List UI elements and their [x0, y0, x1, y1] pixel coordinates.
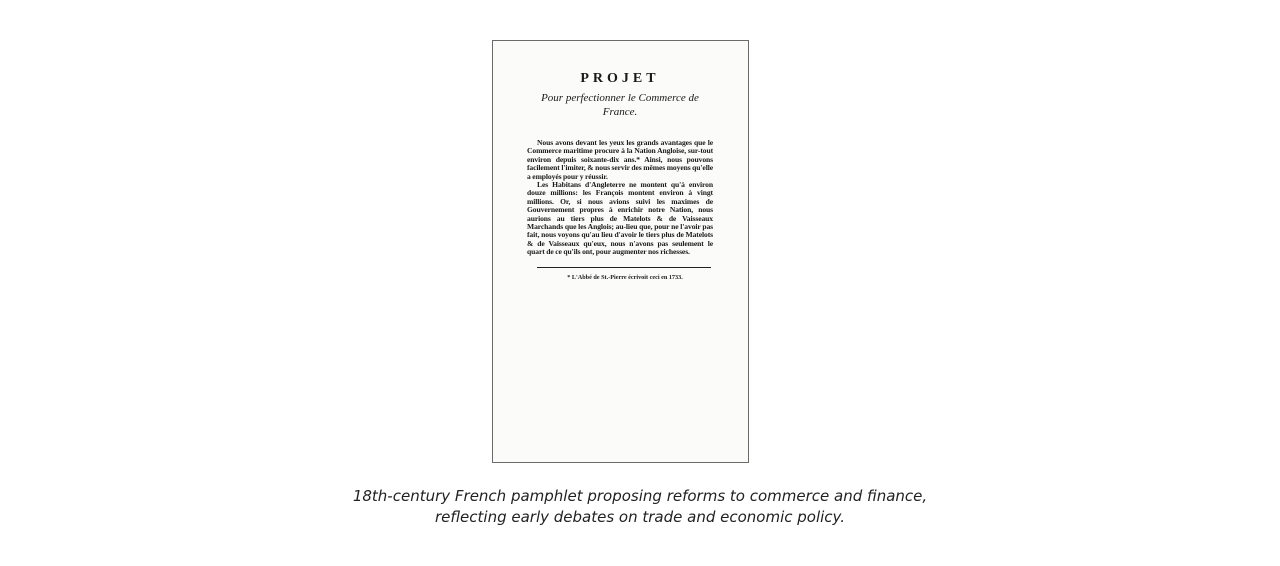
caption-line1: 18th-century French pamphlet proposing reforms to commerce and finance, — [352, 487, 928, 505]
caption-line2: reflecting early debates on trade and economic policy. — [434, 508, 846, 526]
document-title: PROJET — [580, 71, 660, 86]
document-subtitle-line1: Pour perfectionner le Commerce de — [541, 92, 699, 104]
document-page — [527, 71, 713, 282]
document-paragraph-2: Les Habitans d'Angleterre ne montent qu'à environ douze millions: les François montent environ à vingt millions. Or, si nous avions suivi les maximes de Gouvernement propres à enrichir notre Nation, nous aurions au tiers plus de Matelots & de Vaisseaux Marchands que les Anglois; au-lieu que, pour ne l'avoir pas fait, nous voyons qu'au lieu d'avoir le tiers plus de Matelots & de Vaisseaux qu'eux, nous n'avons pas seulement le quart de ce qu'ils ont, pour augmenter nos richesses. — [527, 180, 713, 257]
document-paragraph-1: Nous avons devant les yeux les grands avantages que le Commerce maritime procure à la Nation Angloise, sur-tout environ depuis soixante-dix ans.* Ainsi, nous pouvons facilement l'imiter, & nous servir des mêmes moyens qu'elle a employés pour y réussir. — [527, 138, 713, 181]
figure-caption — [240, 486, 1040, 528]
document-footnote: * L'Abbé de St.-Pierre écrivoit ceci en 1733. — [567, 273, 683, 281]
footnote-rule — [537, 267, 711, 268]
document-subtitle-line2: France. — [602, 106, 638, 118]
document-scan — [492, 40, 749, 463]
document-subtitle — [527, 91, 713, 119]
